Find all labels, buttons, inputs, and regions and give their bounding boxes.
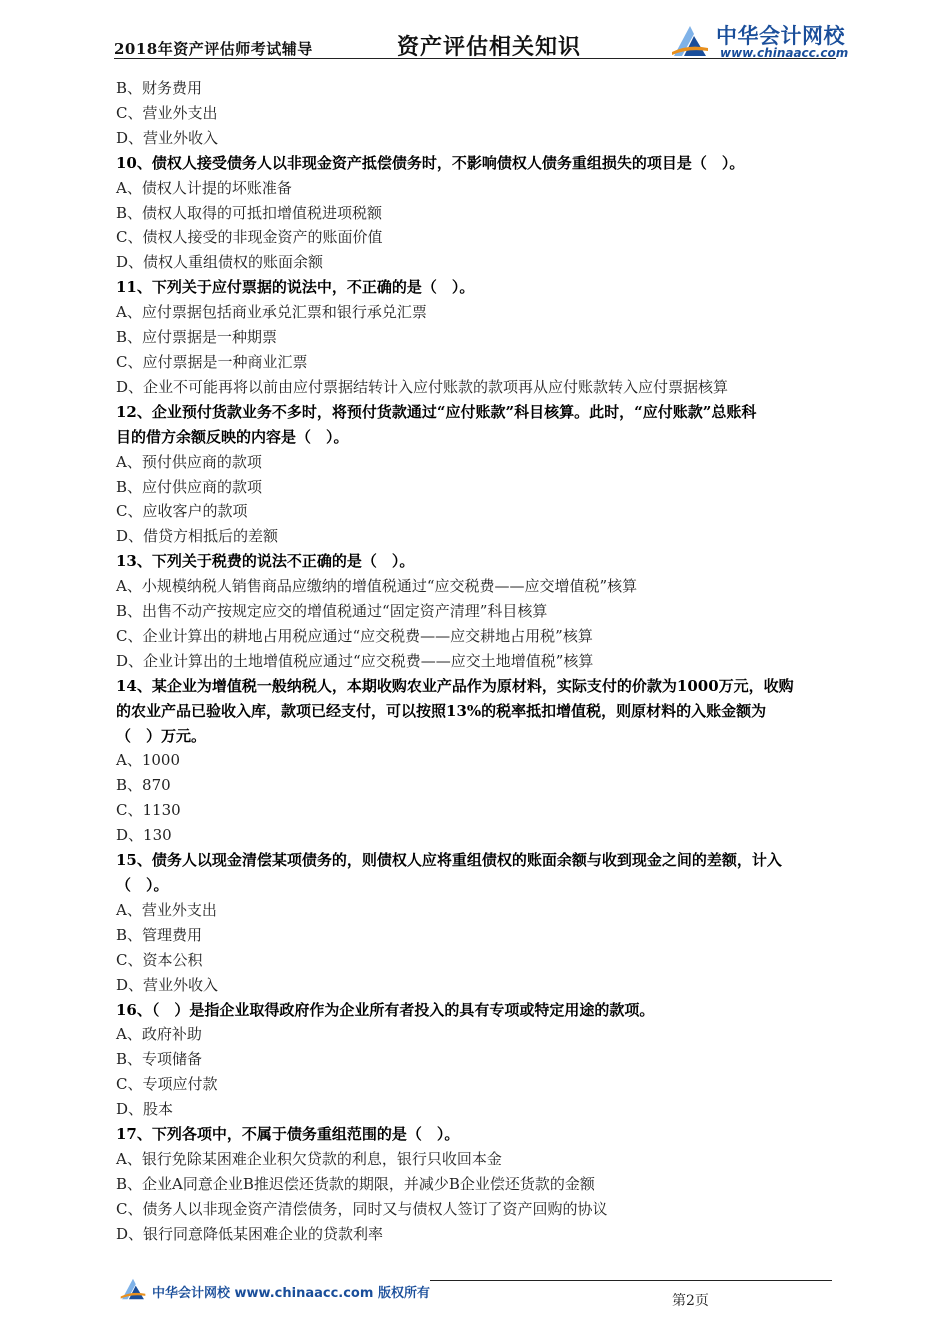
answer-option: D、营业外收入	[116, 128, 219, 147]
answer-option: B、管理费用	[116, 925, 203, 944]
answer-option: C、应付票据是一种商业汇票	[116, 352, 308, 371]
answer-option: A、1000	[116, 751, 181, 770]
answer-option: D、企业不可能再将以前由应付票据结转计入应付账款的款项再从应付账款转入应付票据核算	[116, 377, 729, 396]
page-header	[0, 0, 950, 70]
answer-option: B、870	[116, 776, 171, 795]
question-text: 17、下列各项中，不属于债务重组范围的是（ ）。	[116, 1125, 460, 1144]
answer-option: D、130	[116, 826, 172, 845]
question-text: 12、企业预付货款业务不多时，将预付货款通过“应付账款”科目核算。此时，“应付账款”总账科	[116, 402, 757, 421]
answer-option: B、应付供应商的款项	[116, 477, 263, 496]
answer-option: B、企业A同意企业B推迟偿还货款的期限，并减少B企业偿还货款的金额	[116, 1174, 595, 1193]
footer-copyright: 中华会计网校 www.chinaacc.com 版权所有	[152, 1286, 430, 1301]
question-text: 14、某企业为增值税一般纳税人，本期收购农业产品作为原材料，实际支付的价款为1000万元，收购	[116, 676, 794, 695]
brand-logo-name: 中华会计网校	[716, 24, 845, 48]
answer-option: C、债权人接受的非现金资产的账面价值	[116, 228, 383, 247]
answer-option: D、银行同意降低某困难企业的贷款利率	[116, 1224, 384, 1243]
question-list	[116, 76, 840, 1247]
brand-logo-url: www.chinaacc.com	[720, 46, 849, 60]
answer-option: D、企业计算出的土地增值税应通过“应交税费——应交土地增值税”核算	[116, 651, 594, 670]
question-text: 13、下列关于税费的说法不正确的是（ ）。	[116, 552, 415, 571]
question-text: （ ）万元。	[116, 726, 207, 745]
answer-option: C、资本公积	[116, 950, 203, 969]
page-number: 第2页	[672, 1293, 709, 1309]
answer-option: D、营业外收入	[116, 975, 219, 994]
answer-option: A、应付票据包括商业承兑汇票和银行承兑汇票	[116, 303, 427, 322]
header-subject-title: 资产评估相关知识	[397, 34, 582, 60]
question-text: （ ）。	[116, 876, 169, 894]
footer-logo-icon	[118, 1276, 148, 1302]
answer-option: A、营业外支出	[116, 900, 217, 919]
answer-option: C、债务人以非现金资产清偿债务，同时又与债权人签订了资产回购的协议	[116, 1199, 608, 1218]
answer-option: A、政府补助	[116, 1025, 202, 1044]
answer-option: C、营业外支出	[116, 103, 218, 122]
answer-option: A、银行免除某困难企业积欠贷款的利息，银行只收回本金	[116, 1149, 502, 1168]
answer-option: C、企业计算出的耕地占用税应通过“应交税费——应交耕地占用税”核算	[116, 626, 593, 645]
answer-option: D、债权人重组债权的账面余额	[116, 253, 324, 272]
page-footer	[0, 1270, 950, 1330]
question-text: 目的借方余额反映的内容是（ ）。	[116, 427, 349, 446]
answer-option: C、应收客户的款项	[116, 502, 248, 521]
question-text: 16、（ ）是指企业取得政府作为企业所有者投入的具有专项或特定用途的款项。	[116, 1000, 655, 1019]
answer-option: C、专项应付款	[116, 1075, 218, 1094]
answer-option: A、预付供应商的款项	[116, 452, 262, 471]
answer-option: A、债权人计提的坏账准备	[116, 178, 292, 197]
answer-option: B、出售不动产按规定应交的增值税通过“固定资产清理”科目核算	[116, 602, 548, 621]
header-divider	[114, 58, 836, 59]
question-text: 15、债务人以现金清偿某项债务的，则债权人应将重组债权的账面余额与收到现金之间的差额，计入	[116, 851, 782, 870]
answer-option: B、财务费用	[116, 79, 203, 97]
answer-option: B、债权人取得的可抵扣增值税进项税额	[116, 203, 383, 222]
footer-divider	[430, 1280, 832, 1281]
answer-option: B、应付票据是一种期票	[116, 328, 278, 347]
answer-option: C、1130	[116, 801, 181, 820]
question-text: 的农业产品已验收入库，款项已经支付，可以按照13%的税率抵扣增值税，则原材料的入账金额为	[116, 701, 767, 720]
answer-option: B、专项储备	[116, 1050, 203, 1069]
brand-logo-icon	[670, 22, 710, 60]
answer-option: D、借贷方相抵后的差额	[116, 527, 279, 546]
question-text: 10、债权人接受债务人以非现金资产抵偿债务时，不影响债权人债务重组损失的项目是（ ）。	[116, 153, 745, 172]
answer-option: A、小规模纳税人销售商品应缴纳的增值税通过“应交税费——应交增值税”核算	[116, 577, 638, 596]
answer-option: D、股本	[116, 1100, 174, 1119]
header-exam-title: 2018年资产评估师考试辅导	[114, 40, 313, 58]
question-text: 11、下列关于应付票据的说法中，不正确的是（ ）。	[116, 278, 475, 297]
